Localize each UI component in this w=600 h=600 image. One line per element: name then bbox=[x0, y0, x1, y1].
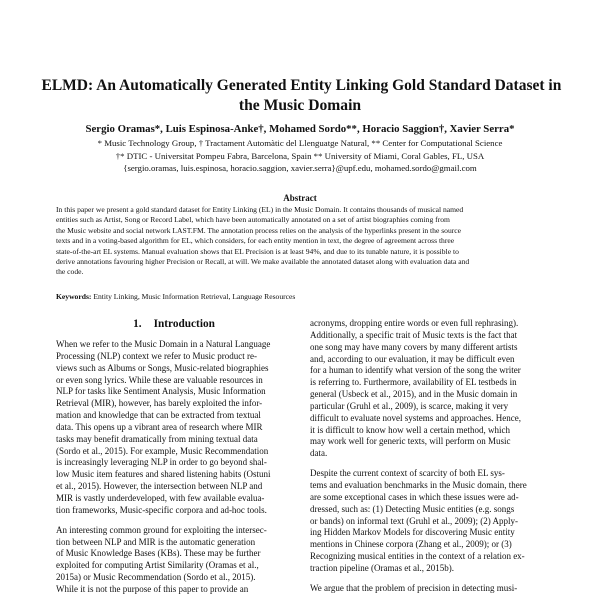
abstract-line: In this paper we present a gold standard dataset for Entity Linking (EL) in the Music Domain. It contains thousands of musical named bbox=[56, 205, 464, 214]
body-text-line: it is difficult to know how well a certain method, which bbox=[310, 424, 511, 435]
body-text-line: While it is not the purpose of this paper to provide an bbox=[56, 583, 249, 594]
abstract-line: the code. bbox=[56, 267, 84, 277]
body-text-line: mentions in Chinese corpora (Zhang et al., 2009); or (3) bbox=[310, 539, 512, 550]
affiliation-line: * Music Technology Group, † Tractament Automàtic del Llenguatge Natural, ** Center for Computational Science bbox=[97, 138, 503, 148]
body-text-line: dressed, such as: (1) Detecting Music entities (e.g. songs bbox=[310, 503, 515, 514]
keywords-label: Keywords: bbox=[56, 292, 92, 301]
body-text-line: acronyms, dropping entire words or even full rephrasing). bbox=[310, 318, 519, 328]
body-text-line: Recognizing musical entities in the context of a relation ex- bbox=[310, 551, 525, 562]
abstract-line: the Music website and social network LAST.FM. The annotation process relies on the analysis of the hyperlinks present in the source bbox=[56, 225, 462, 235]
abstract-line: texts and in a voting-based algorithm for EL, which considers, for each entity mention in text, the degree of agreement across three bbox=[56, 236, 455, 246]
body-text-line: 2015a) or Music Recommendation (Sordo et al., 2015). bbox=[56, 572, 256, 583]
body-text-line: data. This opens up a vibrant area of research where MIR bbox=[56, 421, 263, 432]
body-text-line: et al., 2015). However, the intersection between NLP and bbox=[56, 481, 263, 492]
abstract-line: state-of-the-art EL systems. Manual evaluation shows that EL Precision is at least 94%, and due to its tunable nature, it is possible to bbox=[56, 246, 459, 256]
body-text-line: traction pipeline (Oramas et al., 2015b). bbox=[310, 562, 454, 573]
body-text-line: When we refer to the Music Domain in a Natural Language bbox=[56, 339, 271, 349]
body-text-line: or bands) on informal text (Gruhl et al., 2009); (2) Apply- bbox=[310, 515, 518, 526]
body-text-line: are some exceptional cases in which these issues were ad- bbox=[310, 491, 519, 502]
body-text-line: tion frameworks, Music-specific corpora and ad-hoc tools. bbox=[56, 504, 267, 515]
body-text-line: exploited for computing Artist Similarity (Oramas et al., bbox=[56, 560, 259, 571]
body-text-line: MIR is vastly underdeveloped, with few available evalua- bbox=[56, 492, 265, 503]
body-text-line: NLP for tasks like Sentiment Analysis, Music Information bbox=[56, 386, 266, 397]
body-text-line: views such as Albums or Songs, Music-related biographies bbox=[56, 362, 269, 373]
body-text-line: difficult to evaluate novel systems and approaches. Hence, bbox=[310, 412, 522, 423]
keywords-list: Entity Linking, Music Information Retrieval, Language Resources bbox=[91, 292, 296, 301]
paper-title bbox=[40, 76, 560, 116]
body-text-line: An interesting common ground for exploiting the intersec- bbox=[56, 524, 267, 535]
body-text-line: one song may have many covers by many different artists bbox=[310, 341, 518, 352]
body-text-line: particular (Gruhl et al., 2009), is scarce, making it very bbox=[310, 400, 509, 411]
body-text-line: for a human to identify what version of the song the writer bbox=[310, 365, 521, 376]
section-number: 1. bbox=[133, 318, 142, 330]
body-text-line: tion between NLP and MIR is the automatic generation bbox=[56, 536, 256, 547]
body-text-line: ing Hidden Markov Models for discovering Music entity bbox=[310, 527, 515, 538]
body-text-line: Additionally, a specific trait of Music texts is the fact that bbox=[310, 329, 518, 340]
body-text-line: general (Usbeck et al., 2015), and in the Music domain in bbox=[310, 389, 518, 400]
body-text-line: is referring to. Furthermore, availability of EL testbeds in bbox=[310, 377, 517, 388]
author-list: Sergio Oramas*, Luis Espinosa-Anke†, Mohamed Sordo**, Horacio Saggion†, Xavier Serra* bbox=[85, 123, 515, 135]
author-emails: {sergio.oramas, luis.espinosa, horacio.saggion, xavier.serra}@upf.edu, mohamed.sordo@gmail.com bbox=[123, 163, 477, 173]
body-text-line: data. bbox=[310, 448, 328, 459]
body-text-line: and, according to our evaluation, it may be difficult even bbox=[310, 353, 515, 364]
body-text-line: We argue that the problem of precision in detecting musi- bbox=[310, 582, 518, 593]
body-text-line: may work well for generic texts, will perform on Music bbox=[310, 436, 511, 447]
body-text-line: Processing (NLP) context we refer to Music product re- bbox=[56, 350, 257, 361]
body-text-line: low Music item features and shared listening habits (Ostuni bbox=[56, 469, 271, 480]
paragraph-gap bbox=[310, 575, 566, 583]
section-title: Introduction bbox=[153, 318, 215, 330]
body-text-line: is increasingly leveraging NLP in order to go beyond shal- bbox=[56, 457, 267, 468]
abstract-body bbox=[56, 205, 544, 278]
body-text-line: Retrieval (MIR), however, has barely exploited the infor- bbox=[56, 398, 263, 409]
abstract-line: entities such as Artist, Song or Record Label, which have been automatically annotated on a set of artist biographies coming from bbox=[56, 215, 450, 225]
body-text-line: of Music Knowledge Bases (KBs). These may be further bbox=[56, 548, 261, 559]
left-column bbox=[56, 339, 312, 596]
body-text-line: (Sordo et al., 2015). For example, Music Recommendation bbox=[56, 445, 269, 456]
paragraph-gap bbox=[56, 517, 312, 525]
abstract-line: derive annotations favouring higher Precision or Recall, at will. We make available the annotated dataset along with evaluation data and bbox=[56, 257, 470, 267]
abstract-heading: Abstract bbox=[283, 193, 317, 203]
title-line: ELMD: An Automatically Generated Entity Linking Gold Standard Dataset in bbox=[41, 77, 562, 94]
body-text-line: tasks may benefit dramatically from mining textual data bbox=[56, 433, 258, 444]
body-text-line: tems and evaluation benchmarks in the Music domain, there bbox=[310, 479, 527, 490]
body-text-line: or even song lyrics. While these are valuable resources in bbox=[56, 374, 263, 385]
affiliations bbox=[20, 137, 580, 175]
right-column bbox=[310, 318, 566, 595]
body-text-line: mation and knowledge that can be extracted from textual bbox=[56, 410, 261, 421]
affiliation-line: †* DTIC - Universitat Pompeu Fabra, Barcelona, Spain ** University of Miami, Coral Gables, FL, USA bbox=[115, 150, 485, 161]
keywords bbox=[56, 292, 295, 302]
body-text-line: Despite the current context of scarcity of both EL sys- bbox=[310, 468, 505, 479]
title-line: the Music Domain bbox=[238, 97, 362, 114]
section-heading bbox=[56, 318, 292, 331]
paragraph-gap bbox=[310, 460, 566, 468]
